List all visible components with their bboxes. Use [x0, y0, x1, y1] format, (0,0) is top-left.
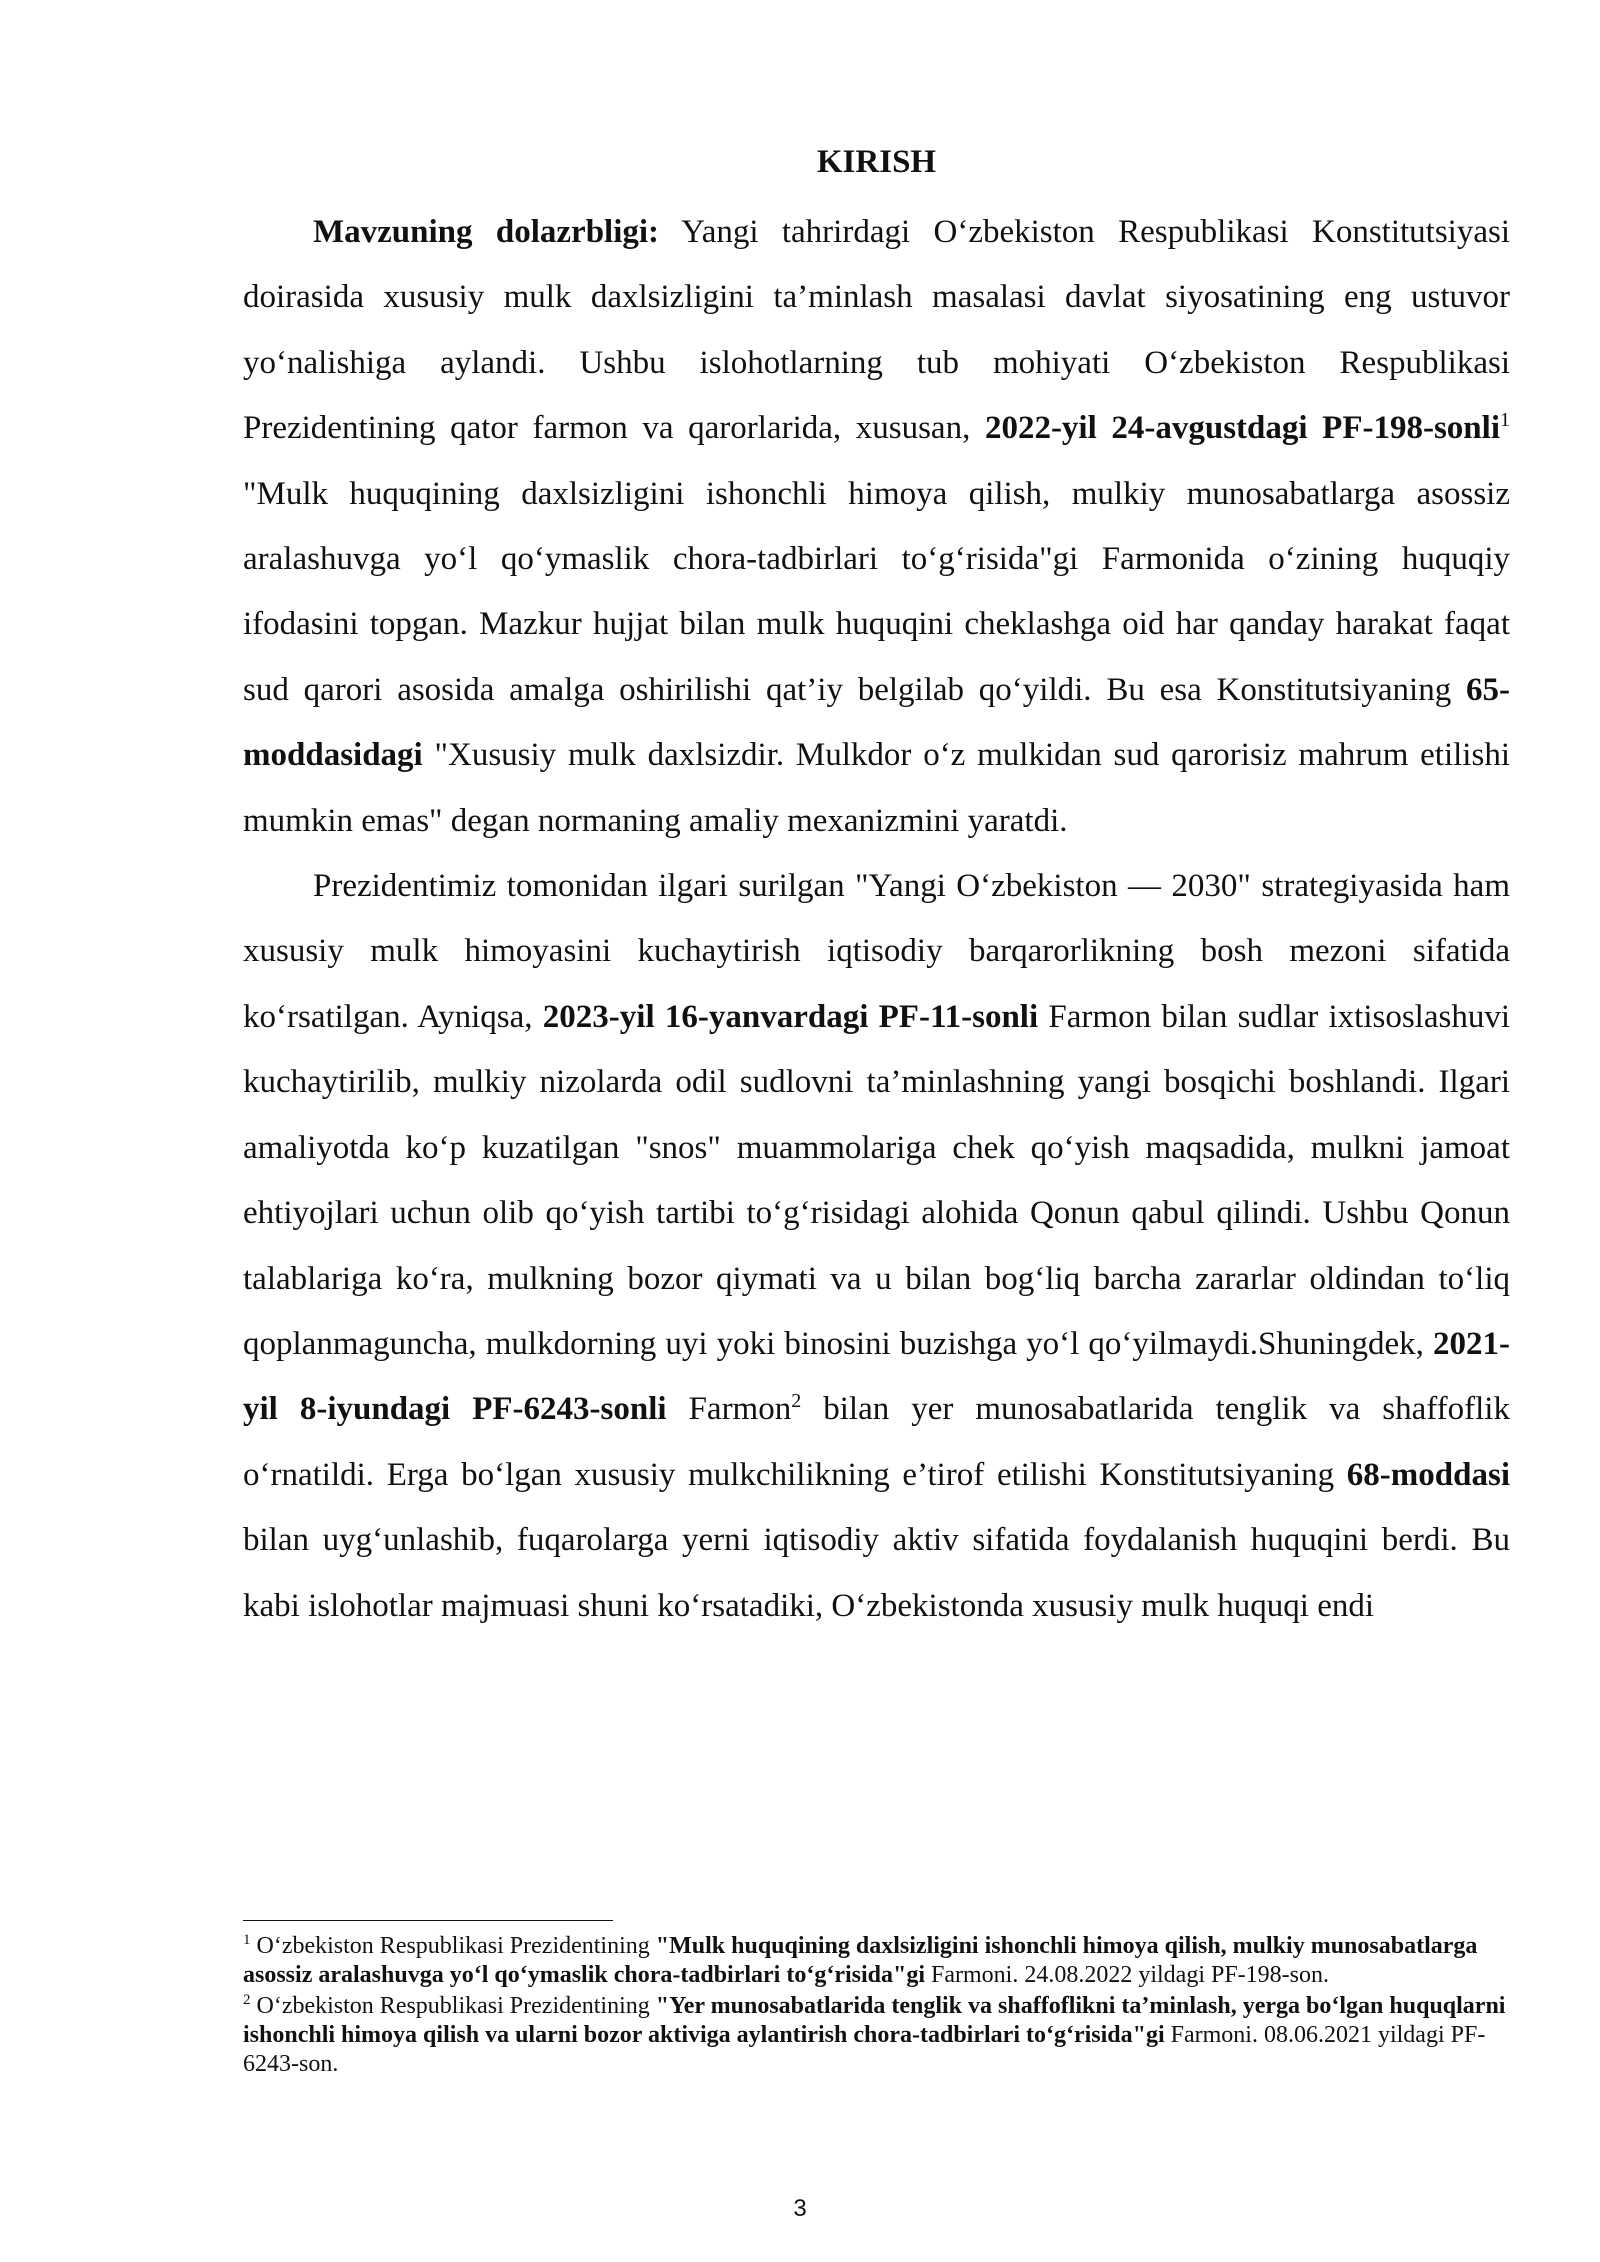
footnote-number: 1: [243, 1932, 251, 1948]
paragraph-strategy: [243, 854, 1510, 1639]
paragraph-text: "Mulk huquqining daxlsizligini ishonchli himoya qilish, mulkiy munosabatlarga asossiz aralashuvga yo‘l qo‘ymaslik chora-tadbirlari to‘g‘risida"gi Farmonida o‘zining huquqiy ifodasini topgan. Mazkur hujjat bilan mulk huquqini cheklashga oid har qanday harakat faqat sud qarori asosida amalga oshirilishi qat’iy belgilab qo‘yildi. Bu esa Konstitutsiyaning: [243, 475, 1510, 708]
footnotes-section: [243, 1932, 1510, 2081]
paragraph-text: "Xususiy mulk daxlsizdir. Mulkdor o‘z mulkidan sud qarorisiz mahrum etilishi mumkin emas" degan normaning amaliy mexanizmini yaratdi.: [243, 737, 1510, 839]
footnote-marker[interactable]: 1: [1500, 409, 1510, 432]
footnote-title: "Mulk huquqining daxlsizligini ishonchli himoya qilish, mulkiy munosabatlarga asossiz aralashuvga yo‘l qo‘ymaslik chora-tadbirlari to‘g‘risida"gi: [243, 1933, 1478, 1988]
decree-reference: 2022-yil 24-avgustdagi PF-198-sonli: [984, 410, 1500, 447]
paragraph-relevance: [243, 200, 1510, 854]
footnote-separator: [243, 1920, 613, 1921]
paragraph-text: bilan yer munosabatlarida tenglik va shaffoflik o‘rnatildi. Erga bo‘lgan xususiy mulkchilikning e’tirof etilishi Konstitutsiyaning: [243, 1391, 1510, 1493]
relevance-label: Mavzuning dolazrbligi:: [313, 214, 660, 250]
paragraph-text: Prezidentimiz tomonidan ilgari surilgan "Yangi O‘zbekiston — 2030" strategiyasida ham xususiy mulk himoyasini kuchaytirish iqtisodiy barqarorlikning bosh mezoni sifatida ko‘rsatilgan. Ayniqsa,: [243, 868, 1510, 1035]
paragraph-text: Farmon: [666, 1391, 792, 1428]
footnote-prefix: O‘zbekiston Respublikasi Prezidentining: [250, 1993, 656, 2019]
footnote-2: [243, 1992, 1510, 2079]
paragraph-text: Farmon bilan sudlar ixtisoslashuvi kuchaytirilib, mulkiy nizolarda odil sudlovni ta’minlashning yangi bosqichi boshlandi. Ilgari amaliyotda ko‘p kuzatilgan "snos" muammolariga chek qo‘yish maqsadida, mulkni jamoat ehtiyojlari uchun olib qo‘yish tartibi to‘g‘risidagi alohida Qonun qabul qilindi. Ushbu Qonun talablariga ko‘ra, mulkning bozor qiymati va u bilan bog‘liq barcha zararlar oldindan to‘liq qoplanmaguncha, mulkdorning uyi yoki binosini buzishga yo‘l qo‘yilmaydi.Shuningdek,: [243, 998, 1510, 1362]
footnote-marker[interactable]: 2: [791, 1390, 802, 1413]
article-reference: 65-moddasidagi: [243, 671, 1510, 774]
footnote-number: 2: [243, 1992, 251, 2008]
page-number: 3: [793, 2195, 807, 2222]
decree-reference: 2023-yil 16-yanvardagi PF-11-sonli: [542, 998, 1039, 1035]
footnote-suffix: Farmoni. 24.08.2022 yildagi PF-198-son.: [925, 1962, 1330, 1988]
footnote-suffix: Farmoni. 08.06.2021 yildagi PF-6243-son.: [243, 2022, 1486, 2077]
paragraph-text: Yangi tahrirdagi O‘zbekiston Respublikasi Konstitutsiyasi doirasida xususiy mulk daxlsizligini ta’minlash masalasi davlat siyosatining eng ustuvor yo‘nalishiga aylandi. Ushbu islohotlarning tub mohiyati O‘zbekiston Respublikasi Prezidentining qator farmon va qarorlarida, xususan,: [243, 214, 1511, 447]
paragraph-text: bilan uyg‘unlashib, fuqarolarga yerni iqtisodiy aktiv sifatida foydalanish huquqini berdi. Bu kabi islohotlar majmuasi shuni ko‘rsatadiki, O‘zbekistonda xususiy mulk huquqi endi: [243, 1522, 1510, 1624]
section-heading: KIRISH: [816, 144, 937, 180]
article-reference: 68-moddasi: [1346, 1456, 1510, 1493]
footnote-prefix: O‘zbekiston Respublikasi Prezidentining: [250, 1933, 656, 1959]
footnote-title: "Yer munosabatlarida tenglik va shaffoflikni ta’minlash, yerga bo‘lgan huquqlarni ishonchli himoya qilish va ularni bozor aktiviga aylantirish chora-tadbirlari to‘g‘risida"gi: [243, 1993, 1506, 2048]
footnote-1: [243, 1932, 1510, 1990]
main-text-block: [243, 136, 1510, 1639]
decree-reference: 2021-yil 8-iyundagi PF-6243-sonli: [243, 1325, 1510, 1428]
